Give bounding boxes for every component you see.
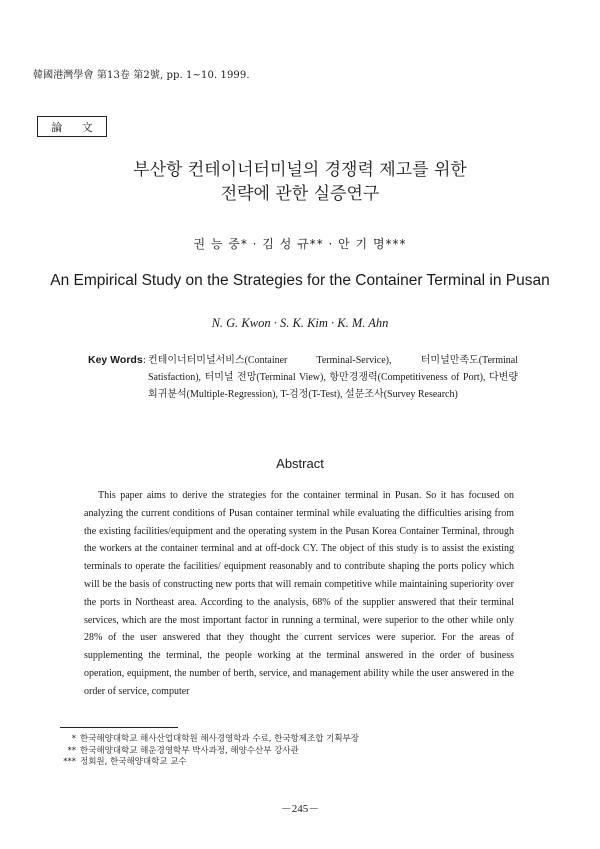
keywords-colon: : — [143, 355, 146, 366]
keywords-block — [88, 352, 518, 403]
footnote-1 — [60, 734, 359, 746]
footnote-divider — [60, 727, 178, 728]
footnote-2 — [60, 746, 359, 758]
footnotes — [60, 734, 359, 769]
abstract-body: This paper aims to derive the strategies for the container terminal in Pusan. So it has focused on analyzing the current conditions of Pusan container terminal while evaluating the difficulties arising from the existing facilities/equipment and the operating system in the Pusan Korea Container Terminal, through the workers at the container terminal and at off-dock CY. The object of this study is to assist the existing terminals to operate the facilities/ equipment reasonably and to contribute shaping the ports policy which will be the basis of constructing new ports that will remain competitive while maintaining superiority over the ports in Northeast area. According to the analysis, 68% of the supplier answered that their terminal services, which are the most important factor in running a terminal, were superior to the other while only 28% of the user answered that they thought the current services were superior. For the areas of supplementing the terminal, the people working at the terminal answered in the order of business operation, equipment, the number of berth, service, and management ability while the user answered in the order of service, computer — [84, 490, 514, 697]
korean-authors: 권 능 중* · 김 성 규** · 안 기 명*** — [193, 237, 407, 251]
korean-title-line-1: 부산항 컨테이너터미널의 경쟁력 제고를 위한 — [133, 160, 467, 180]
footnote-mark: ** — [67, 745, 76, 756]
journal-header: 韓國港灣學會 第13卷 第2號, pp. 1~10. 1999. — [33, 70, 250, 81]
keywords-label: Key Words — [88, 354, 143, 366]
footnote-text: 정회원, 한국해양대학교 교수 — [80, 757, 187, 767]
page-number: －245－ — [280, 803, 320, 815]
keywords-text: 컨테이너터미널서비스(Container Terminal-Service), 터미널만족도(Terminal Satisfaction), 터미널 전망(Terminal View), 항만경쟁력(Competitiveness of Port), 다변량회귀분석(Multiple-Regression), T-검정(T-Test), 설문조사(Survey Research) — [148, 355, 518, 400]
footnote-mark: * — [71, 734, 76, 744]
footnote-text: 한국해양대학교 해운경영학부 박사과정, 해양수산부 강사관 — [80, 745, 299, 756]
abstract-heading: Abstract — [276, 456, 324, 471]
english-title: An Empirical Study on the Strategies for the Container Terminal in Pusan — [50, 272, 550, 289]
footnote-text: 한국해양대학교 해사산업대학원 해사경영학과 수료, 한국항제조합 기획부장 — [80, 734, 359, 744]
article-type-box: 論 文 — [37, 116, 107, 137]
english-authors: N. G. Kwon · S. K. Kim · K. M. Ahn — [211, 316, 389, 330]
korean-title-line-2: 전략에 관한 실증연구 — [220, 184, 380, 204]
footnote-3 — [60, 757, 359, 769]
footnote-mark: *** — [63, 757, 76, 767]
